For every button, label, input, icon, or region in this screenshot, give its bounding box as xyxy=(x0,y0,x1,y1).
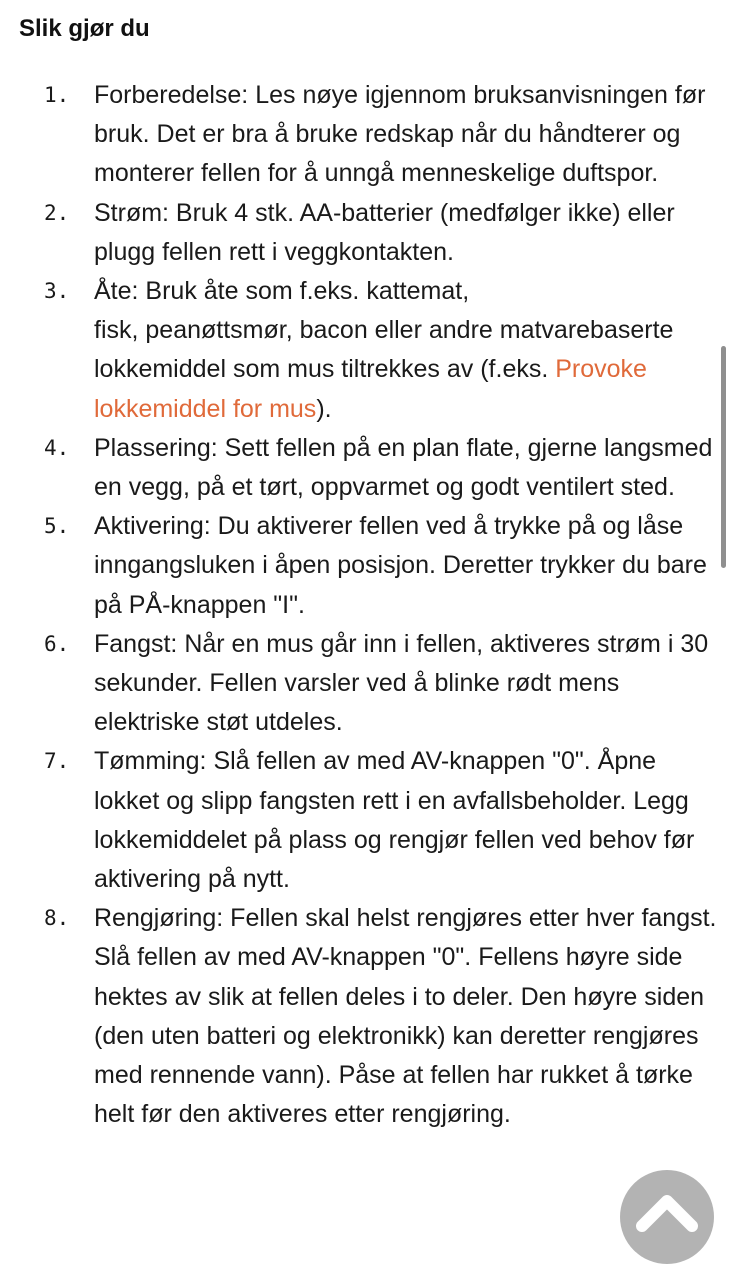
list-item xyxy=(0,742,732,899)
step-number: 4. xyxy=(44,435,70,460)
step-text: Rengjøring: Fellen skal helst rengjøres etter hver fangst. Slå fellen av med AV-knappen "0". Fellens høyre side hektes av slik at fellen deles i to deler. Den høyre siden (den uten batteri og elektronikk) kan deretter rengjøres med rennende vann). Påse at fellen har rukket å tørke helt før den aktiveres etter rengjøring. xyxy=(94,904,717,1129)
section-heading: Slik gjør du xyxy=(19,15,150,42)
step-text: Plassering: Sett fellen på en plan flate, gjerne langsmed en vegg, på et tørt, oppvarmet og godt ventilert sted. xyxy=(94,433,713,502)
step-text: Strøm: Bruk 4 stk. AA-batterier (medfølger ikke) eller plugg fellen rett i veggkontakten. xyxy=(94,198,675,266)
step-text-end: ). xyxy=(316,394,332,423)
step-text: Tømming: Slå fellen av med AV-knappen "0". Åpne lokket og slipp fangsten rett i en avfallsbeholder. Legg lokkemiddelet på plass og rengjør fellen ved behov før aktivering på nytt. xyxy=(94,747,695,894)
list-item xyxy=(0,272,732,429)
step-number: 5. xyxy=(44,514,70,539)
chevron-up-icon xyxy=(620,1170,714,1264)
step-text: Fangst: Når en mus går inn i fellen, aktiveres strøm i 30 sekunder. Fellen varsler ved å blinke rødt mens elektriske støt utdeles. xyxy=(94,629,709,737)
step-number: 2. xyxy=(44,200,70,225)
provoke-bait-link[interactable]: Provoke lokkemiddel for mus xyxy=(94,355,647,423)
scroll-to-top-button[interactable] xyxy=(620,1170,714,1264)
list-item xyxy=(0,899,732,1134)
step-text: Aktivering: Du aktiverer fellen ved å trykke på og låse inngangsluken i åpen posisjon. Deretter trykker du bare på PÅ-knappen "I". xyxy=(94,512,707,619)
list-item xyxy=(0,194,732,272)
list-item xyxy=(0,429,732,507)
step-text: Forberedelse: Les nøye igjennom bruksanvisningen før bruk. Det er bra å bruke redskap når du håndterer og monterer fellen for å unngå menneskelige duftspor. xyxy=(94,81,706,188)
instruction-list xyxy=(0,76,732,1134)
list-item xyxy=(0,76,732,194)
list-item xyxy=(0,625,732,743)
step-number: 7. xyxy=(44,749,70,774)
step-text-continued: fisk, peanøttsmør, bacon eller andre matvarebaserte lokkemiddel som mus tiltrekkes av (f.eks. xyxy=(94,316,674,384)
step-number: 8. xyxy=(44,906,70,931)
step-number: 1. xyxy=(44,83,70,107)
scrollbar[interactable] xyxy=(721,346,726,568)
step-number: 6. xyxy=(44,631,70,656)
step-number: 3. xyxy=(44,279,70,304)
step-text: Åte: Bruk åte som f.eks. kattemat, xyxy=(94,277,470,306)
list-item xyxy=(0,507,732,625)
